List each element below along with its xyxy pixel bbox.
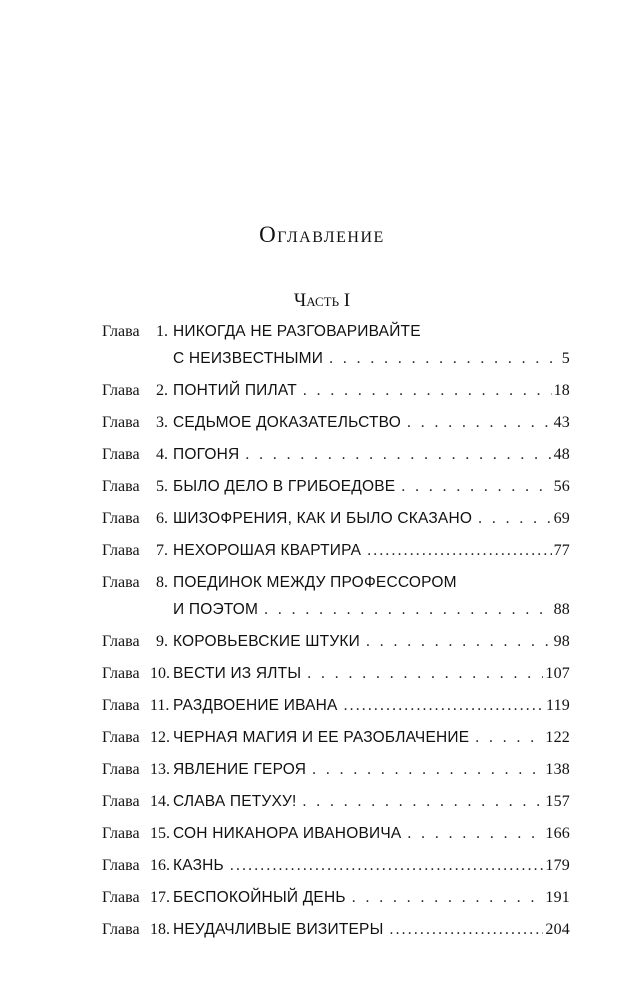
dot-leader (303, 788, 544, 815)
chapter-word: Глава (102, 542, 140, 559)
toc-entry[interactable] (0, 569, 644, 628)
toc-entry[interactable] (0, 377, 644, 409)
page-number: 98 (553, 633, 570, 650)
page-number: 88 (553, 601, 570, 618)
chapter-word: Глава (102, 761, 140, 778)
page-number: 119 (545, 697, 570, 714)
chapter-title: РАЗДВОЕНИЕ ИВАНА (173, 697, 338, 714)
dot-leader (312, 756, 543, 783)
chapter-number: 15. (150, 825, 170, 842)
chapter-word: Глава (102, 729, 140, 746)
page-number: 204 (545, 921, 570, 938)
chapter-title: КАЗНЬ (173, 857, 224, 874)
chapter-word: Глава (102, 382, 140, 399)
toc-entry[interactable] (0, 537, 644, 569)
toc-entry[interactable] (0, 505, 644, 537)
chapter-number: 2. (156, 382, 168, 399)
dot-leader (407, 409, 552, 436)
dot-leader (366, 628, 552, 655)
toc-entry[interactable] (0, 916, 644, 948)
page-number: 122 (545, 729, 570, 746)
chapter-word: Глава (102, 921, 140, 938)
toc-entry[interactable] (0, 788, 644, 820)
toc-entry[interactable] (0, 820, 644, 852)
chapter-title: С НЕИЗВЕСТНЫМИ (173, 350, 324, 367)
page-number: 77 (553, 542, 570, 559)
chapter-number: 13. (150, 761, 170, 778)
page-number: 191 (545, 889, 570, 906)
page-number: 5 (561, 350, 570, 367)
toc-entry[interactable] (0, 756, 644, 788)
toc-entry[interactable] (0, 473, 644, 505)
toc-entry[interactable] (0, 660, 644, 692)
chapter-number: 16. (150, 857, 170, 874)
toc-entry[interactable] (0, 441, 644, 473)
chapter-number: 17. (150, 889, 170, 906)
dot-leader (475, 724, 543, 751)
chapter-number: 10. (150, 665, 170, 682)
table-of-contents (0, 318, 644, 948)
chapter-word: Глава (102, 323, 140, 340)
chapter-number: 6. (156, 510, 168, 527)
chapter-word: Глава (102, 889, 140, 906)
dot-leader (401, 473, 551, 500)
chapter-title: БЕСПОКОЙНЫЙ ДЕНЬ (173, 889, 346, 906)
dot-leader (307, 660, 543, 687)
page-number: 166 (545, 825, 570, 842)
chapter-word: Глава (102, 857, 140, 874)
chapter-number: 11. (150, 697, 170, 714)
chapter-title-line1: НИКОГДА НЕ РАЗГОВАРИВАЙТЕ (173, 323, 421, 340)
chapter-word: Глава (102, 633, 140, 650)
toc-entry[interactable] (0, 692, 644, 724)
page-number: 107 (545, 665, 570, 682)
chapter-word: Глава (102, 574, 140, 591)
dot-leader (344, 692, 544, 719)
chapter-word: Глава (102, 510, 140, 527)
chapter-title: НЕУДАЧЛИВЫЕ ВИЗИТЕРЫ (173, 921, 384, 938)
chapter-number: 7. (156, 542, 168, 559)
page-number: 56 (553, 478, 570, 495)
chapter-title: СЕДЬМОЕ ДОКАЗАТЕЛЬСТВО (173, 414, 401, 431)
chapter-word: Глава (102, 478, 140, 495)
chapter-number: 4. (156, 446, 168, 463)
dot-leader (407, 820, 543, 847)
chapter-word: Глава (102, 697, 140, 714)
chapter-title: И ПОЭТОМ (173, 601, 259, 618)
dot-leader (390, 916, 544, 943)
chapter-title: ЯВЛЕНИЕ ГЕРОЯ (173, 761, 307, 778)
dot-leader (303, 377, 552, 404)
dot-leader (230, 852, 543, 879)
dot-leader (264, 596, 551, 623)
toc-entry[interactable] (0, 409, 644, 441)
chapter-word: Глава (102, 825, 140, 842)
page-number: 157 (545, 793, 570, 810)
toc-entry[interactable] (0, 852, 644, 884)
page-title: Оглавление (259, 222, 385, 247)
chapter-number: 8. (156, 574, 168, 591)
chapter-number: 18. (150, 921, 170, 938)
dot-leader (478, 505, 551, 532)
chapter-title: ПОГОНЯ (173, 446, 240, 463)
chapter-title: БЫЛО ДЕЛО В ГРИБОЕДОВЕ (173, 478, 396, 495)
page-number: 43 (553, 414, 570, 431)
page-number: 48 (553, 446, 570, 463)
chapter-title: СОН НИКАНОРА ИВАНОВИЧА (173, 825, 402, 842)
page-number: 138 (545, 761, 570, 778)
chapter-title: ВЕСТИ ИЗ ЯЛТЫ (173, 665, 302, 682)
toc-entry[interactable] (0, 628, 644, 660)
chapter-number: 14. (150, 793, 170, 810)
part-title: Часть I (293, 290, 351, 311)
chapter-number: 12. (150, 729, 170, 746)
toc-entry[interactable] (0, 724, 644, 756)
dot-leader (245, 441, 551, 468)
page-number: 18 (553, 382, 570, 399)
chapter-word: Глава (102, 414, 140, 431)
chapter-title: ШИЗОФРЕНИЯ, КАК И БЫЛО СКАЗАНО (173, 510, 473, 527)
chapter-title-line1: ПОЕДИНОК МЕЖДУ ПРОФЕССОРОМ (173, 574, 457, 591)
chapter-word: Глава (102, 793, 140, 810)
toc-entry[interactable] (0, 318, 644, 377)
chapter-number: 9. (156, 633, 168, 650)
chapter-number: 1. (156, 323, 168, 340)
chapter-number: 5. (156, 478, 168, 495)
dot-leader (352, 884, 544, 911)
chapter-title: КОРОВЬЕВСКИЕ ШТУКИ (173, 633, 360, 650)
chapter-title: ПОНТИЙ ПИЛАТ (173, 382, 297, 399)
chapter-title: НЕХОРОШАЯ КВАРТИРА (173, 542, 362, 559)
page-number: 69 (553, 510, 570, 527)
dot-leader (367, 537, 551, 564)
chapter-number: 3. (156, 414, 168, 431)
chapter-word: Глава (102, 665, 140, 682)
chapter-title: ЧЕРНАЯ МАГИЯ И ЕЕ РАЗОБЛАЧЕНИЕ (173, 729, 470, 746)
chapter-word: Глава (102, 446, 140, 463)
dot-leader (329, 345, 560, 372)
page-number: 179 (545, 857, 570, 874)
chapter-title: СЛАВА ПЕТУХУ! (173, 793, 297, 810)
toc-entry[interactable] (0, 884, 644, 916)
